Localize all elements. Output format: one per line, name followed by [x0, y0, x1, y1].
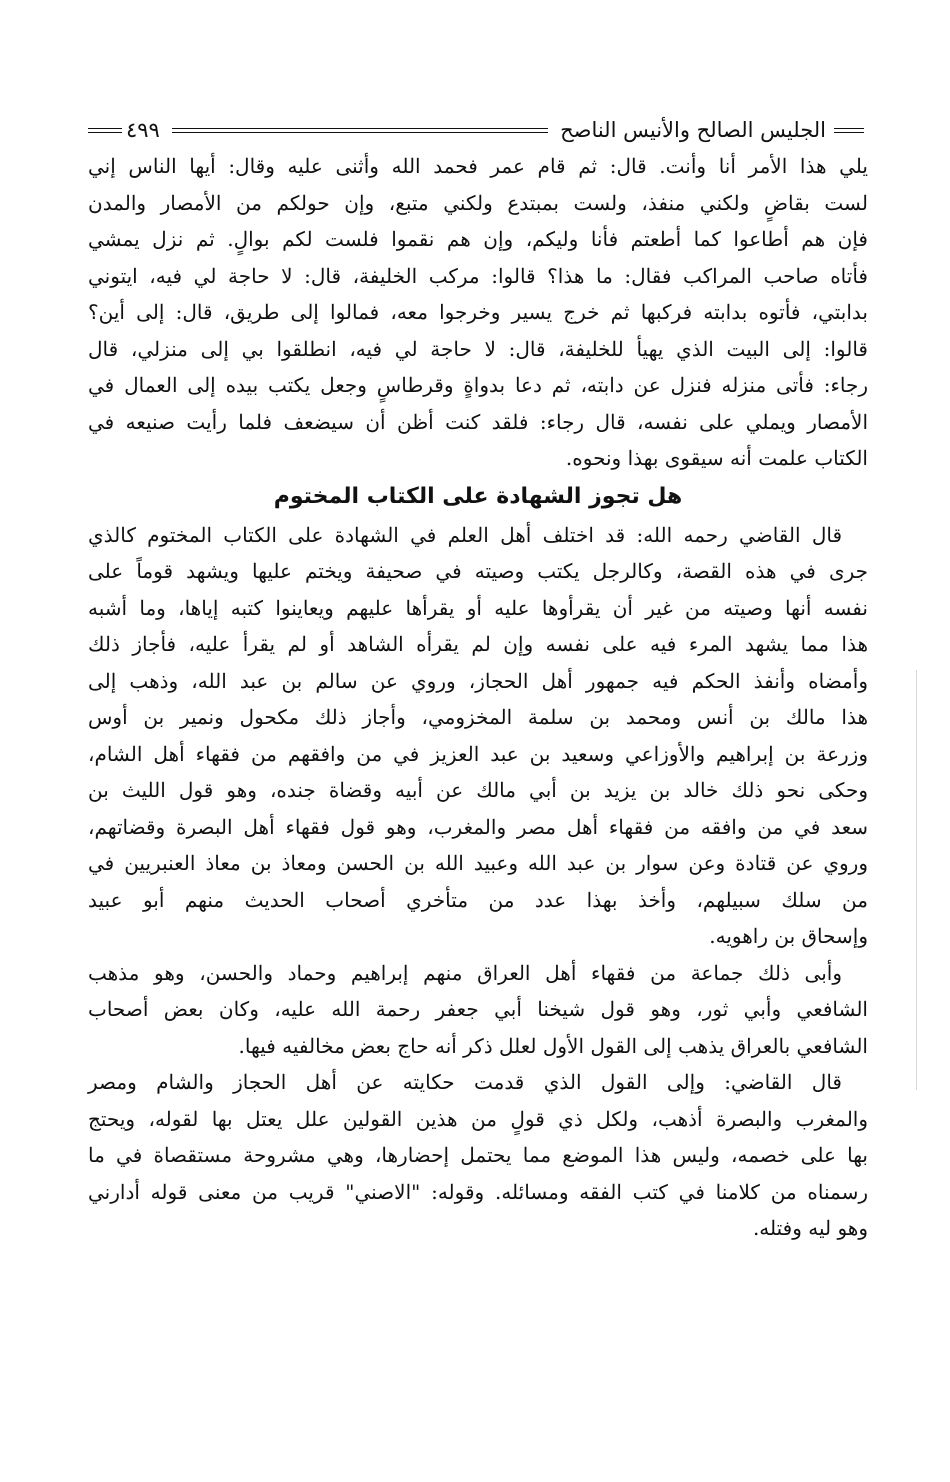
text-line: الأمصار ويملي على نفسه، قال رجاء: فلقد كنت أظن أن سيضعف فلما رأيت صنيعه في [88, 409, 868, 434]
paragraph-3 [88, 955, 868, 1065]
text-line: الكتاب علمت أنه سيقوى بهذا ونحوه. [565, 446, 868, 470]
header-rule-right [834, 128, 864, 133]
paragraph-2 [88, 517, 868, 955]
text-line: وهو ليه وفتله. [752, 1216, 868, 1240]
text-line: وزرعة بن إبراهيم والأوزاعي وسعيد بن عبد العزيز في من وافقهم من فقهاء أهل الشام، [88, 741, 868, 766]
text-line: قالوا: إلى البيت الذي يهيأ للخليفة، قال: لا حاجة لي فيه، انطلقوا بي إلى منزلي، قال [88, 336, 868, 361]
text-line: وأبى ذلك جماعة من فقهاء أهل العراق منهم إبراهيم وحماد والحسن، وهو مذهب [88, 960, 842, 985]
book-title: الجليس الصالح والأنيس الناصح [560, 118, 826, 142]
text-line: وحكى نحو ذلك خالد بن يزيد بن أبي مالك عن أبيه وقضاة جنده، وهو قول الليث بن [88, 778, 868, 802]
text-line: فإن هم أطاعوا كما أطعتم فأنا وليكم، وإن هم نقموا فلست لكم بوالٍ. ثم نزل يمشي [88, 227, 868, 251]
paragraph-4 [88, 1064, 868, 1247]
text-line: قال القاضي رحمه الله: قد اختلف أهل العلم في الشهادة على الكتاب المختوم كالذي [88, 522, 842, 547]
text-line: وإسحاق بن راهويه. [709, 924, 868, 948]
margin-rule [916, 670, 917, 1090]
text-line: والمغرب والبصرة أذهب، ولكل ذي قولٍ من هذين القولين علل يعتل بها لقوله، ويحتج [88, 1106, 868, 1131]
running-header [88, 112, 868, 148]
text-line: الشافعي بالعراق يذهب إلى القول الأول لعلل ذكر أنه حاج بعض مخالفيه فيها. [238, 1033, 868, 1058]
text-line: نفسه أنها وصيته من غير أن يقرأوها عليه أو يقرأها عليهم ويعاينوا كتبه إياها، وما أشبه [88, 595, 868, 620]
text-line: الشافعي وأبي ثور، وهو قول شيخنا أبي جعفر رحمة الله عليه، وكان بعض أصحاب [88, 997, 868, 1021]
text-line: وأمضاه وأنفذ الحكم فيه جمهور أهل الحجاز، وروي عن سالم بن عبد الله، وذهب إلى [88, 668, 868, 693]
text-line: سعد في من وافقه من فقهاء أهل مصر والمغرب، وهو قول فقهاء أهل البصرة وقضاتهم، [88, 814, 868, 839]
text-line: جرى في هذه القصة، وكالرجل يكتب وصيته في صحيفة ويختم عليها ويشهد قوماً على [88, 559, 868, 583]
text-line: من سلك سبيلهم، وأخذ بهذا عدد من متأخري أصحاب الحديث منهم أبو عبيد [88, 887, 868, 912]
text-line: فأتاه صاحب المراكب فقال: ما هذا؟ قالوا: مركب الخليفة، قال: لا حاجة لي فيه، ايتوني [88, 263, 868, 288]
text-line: هذا مما يشهد المرء فيه على نفسه وإن لم يقرأه الشاهد أو لم يقرأ عليه، فأجاز ذلك [88, 632, 868, 656]
section-heading: هل تجوز الشهادة على الكتاب المختوم [273, 483, 683, 509]
text-line: رجاء: فأتى منزله فنزل عن دابته، ثم دعا بدواةٍ وقرطاسٍ وجعل يكتب بيده إلى العمال في [88, 373, 868, 397]
book-page [88, 112, 868, 1247]
text-line: وروي عن قتادة وعن سوار بن عبد الله وعبيد الله بن الحسن ومعاذ بن معاذ العنبريين في [88, 851, 868, 875]
header-rule-long [172, 128, 548, 133]
header-rule-left [88, 128, 122, 133]
text-line: قال القاضي: وإلى القول الذي قدمت حكايته عن أهل الحجاز والشام ومصر [88, 1070, 842, 1094]
page-number: ٤٩٩ [126, 118, 160, 142]
text-line: بدابتي، فأتوه بدابته فركبها ثم خرج يسير وخرجوا معه، فمالوا إلى طريق، قال: إلى أين؟ [88, 300, 868, 324]
text-line: هذا مالك بن أنس ومحمد بن سلمة المخزومي، وأجاز ذلك مكحول ونمير بن أوس [88, 705, 868, 729]
text-line: بها على خصمه، وليس هذا الموضع مما يحتمل إحضارها، وهي مشروحة مستقصاة في ما [88, 1143, 868, 1167]
paragraph-1 [88, 148, 868, 477]
text-line: لست بقاضٍ ولكني منفذ، ولست بمبتدع ولكني متبع، وإن حولكم من الأمصار والمدن [88, 190, 868, 215]
text-line: رسمناه من كلامنا في كتب الفقه ومسائله. وقوله: "الاصني" قريب من معنى قوله أدارني [88, 1179, 869, 1204]
text-line: يلي هذا الأمر أنا وأنت. قال: ثم قام عمر فحمد الله وأثنى عليه وقال: أيها الناس إني [88, 154, 868, 178]
